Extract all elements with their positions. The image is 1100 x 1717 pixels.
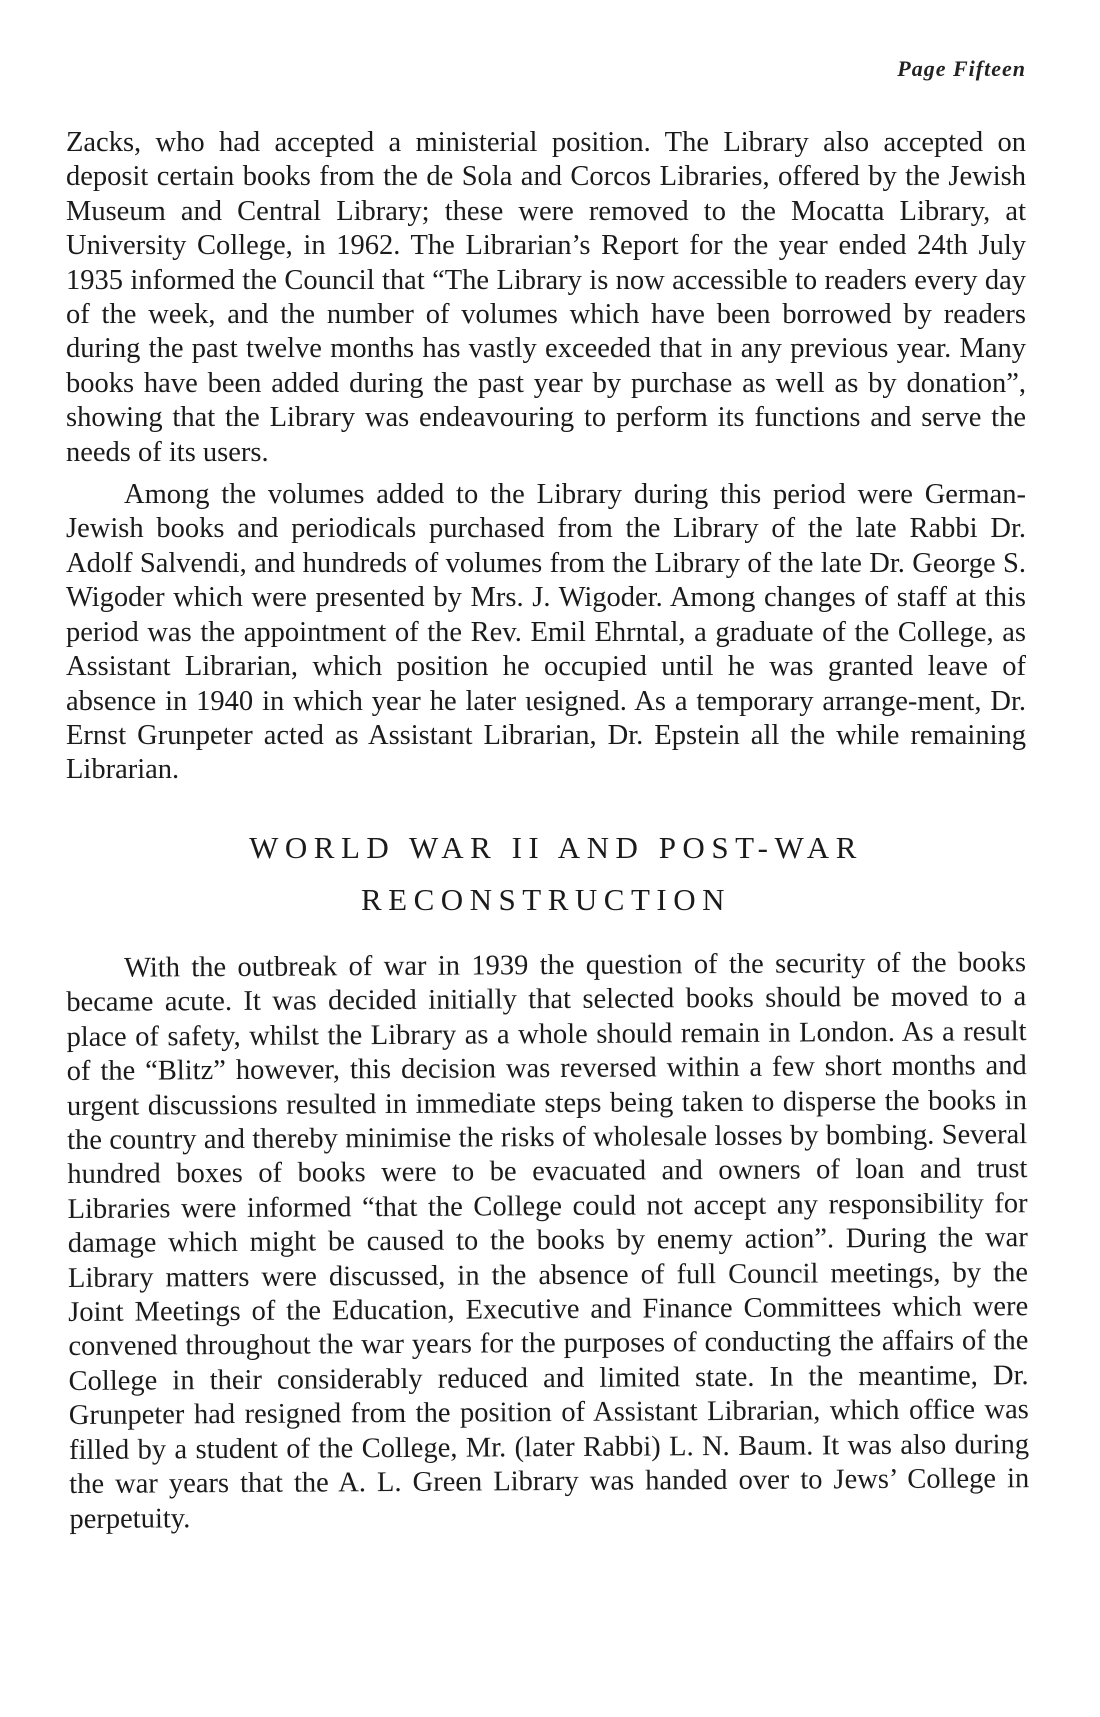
book-page [66, 40, 1030, 1680]
paragraph-library-deposits: Zacks, who had accepted a ministerial position. The Library also accepted on deposit certain books from the de Sola and Corcos Libraries, offered by the Jewish Museum and Central Library; these were removed to the Mocatta Library, at University College, in 1962. The Librarian’s Report for the year ended 24th July 1935 informed the Council that “The Library is now accessible to readers every day of the week, and the number of volumes which have been borrowed by readers during the past twelve months has vastly exceeded that in any previous year. Many books have been added during the past year by purchase as well as by donation”, showing that the Library was endeavouring to perform its functions and serve the needs of its users. [66, 127, 1026, 468]
paragraph-war-outbreak: With the outbreak of war in 1939 the question of the security of the books became acute. It was decided initially that selected books should be moved to a place of safety, whilst the Library as a whole should remain in London. As a result of the “Blitz” however, this decision was reversed within a few short months and urgent discussions resulted in immediate steps being taken to disperse the books in the country and thereby minimise the risks of wholesale losses by bombing. Several hundred boxes of books were to be evacuated and owners of loan and trust Libraries were informed “that the College could not accept any responsibility for damage which might be caused to the books by enemy action”. During the war Library matters were discussed, in the absence of full Council meetings, by the Joint Meetings of the Education, Executive and Finance Committees which were convened throughout the war years for the purposes of conducting the affairs of the College in their considerably reduced and limited state. In the meantime, Dr. Grunpeter had resigned from the position of Assistant Librarian, which office was filled by a student of the College, Mr. (later Rabbi) L. N. Baum. It was also during the war years that the A. L. Green Library was handed over to Jews’ College in perpetuity. [66, 946, 1030, 1535]
page-body [66, 126, 1030, 1537]
paragraph-volumes-added: Among the volumes added to the Library during this period were German-Jewish books and periodicals purchased from the Library of the late Rabbi Dr. Adolf Salvendi, and hundreds of volumes from the Library of the late Dr. George S. Wigoder which were presented by Mrs. J. Wigoder. Among changes of staff at this period was the appointment of the Rev. Emil Ehrntal, a graduate of the College, as Assistant Librarian, which position he occupied until he was granted leave of absence in 1940 in which year he later ιesigned. As a temporary arrange-ment, Dr. Ernst Grunpeter acted as Assistant Librarian, Dr. Epstein all the while remaining Librarian. [66, 479, 1026, 786]
section-heading-line-1: WORLD WAR II AND POST-WAR [249, 829, 863, 865]
section-heading [66, 822, 1026, 926]
page-number: Page Fifteen [897, 56, 1026, 81]
section-heading-line-2: RECONSTRUCTION [360, 881, 731, 917]
